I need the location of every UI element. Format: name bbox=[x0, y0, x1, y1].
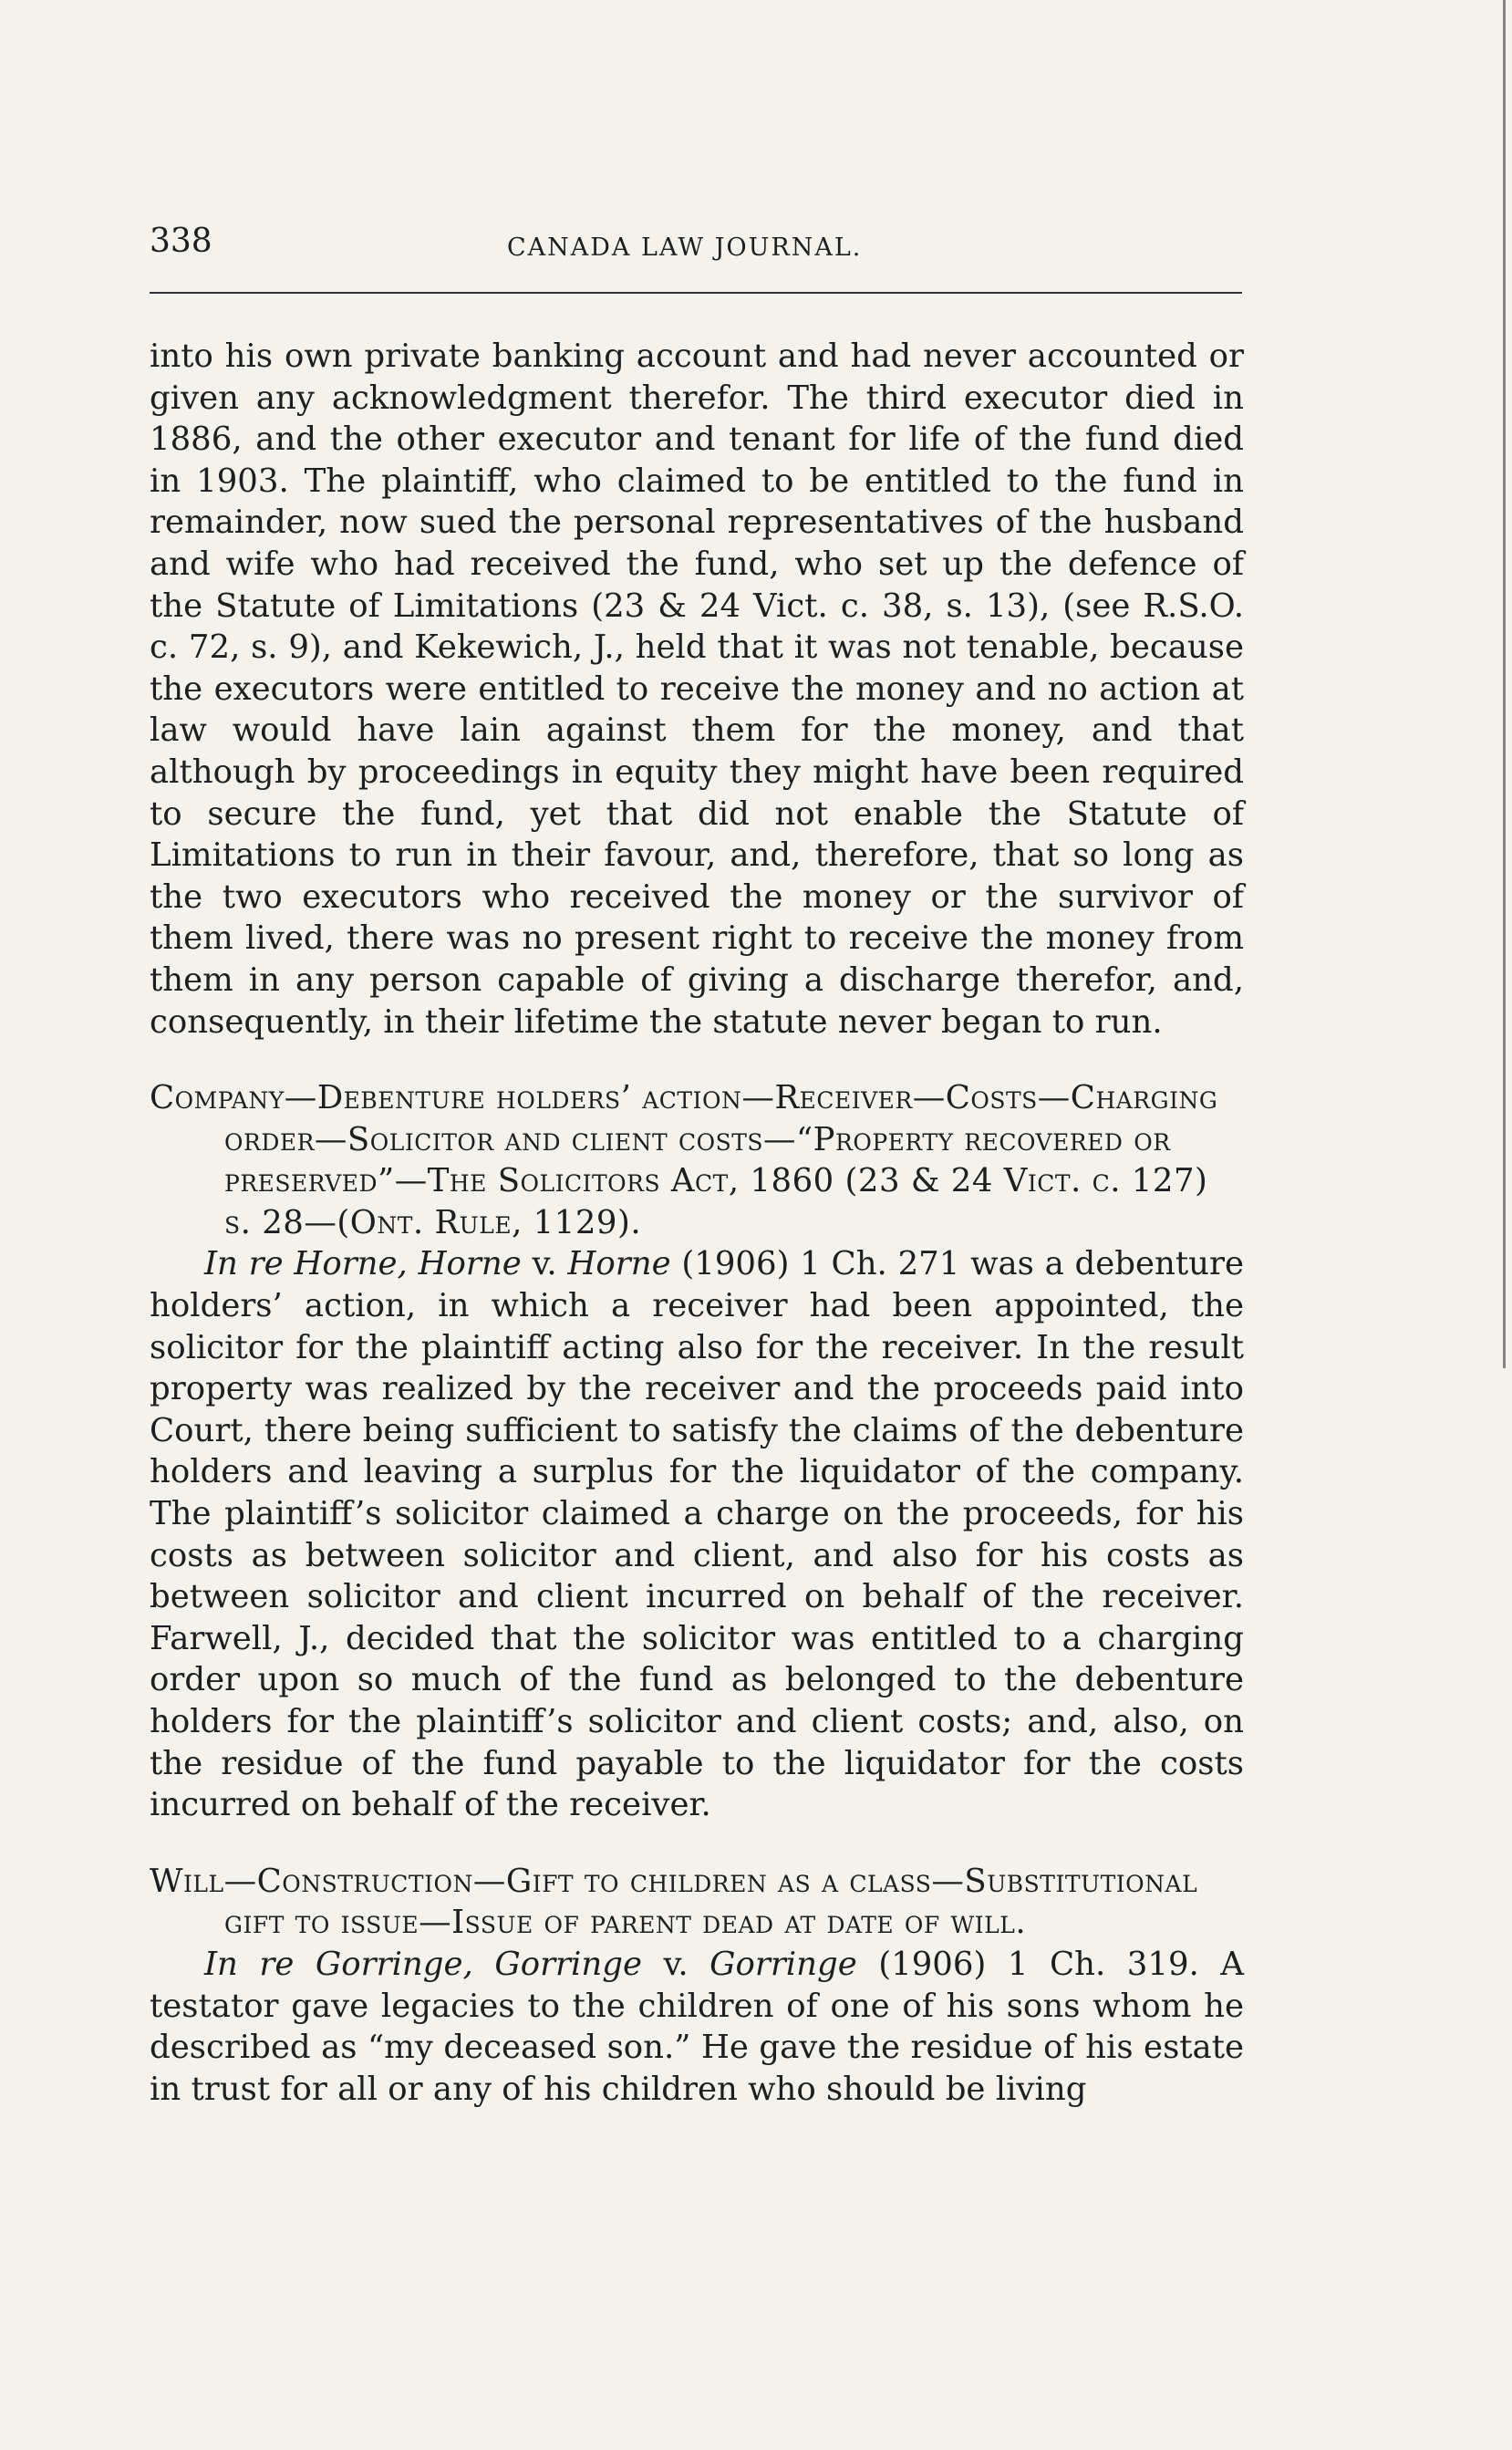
case-paragraph-gorringe bbox=[150, 1944, 1244, 2110]
running-title: CANADA LAW JOURNAL. bbox=[507, 234, 863, 262]
continued-paragraph: into his own private banking account and had never accounted or given any acknowledgment therefor. The third executor died in 1886, and the other executor and tenant for life of the fund died in 1903. The plaintiff, who claimed to be entitled to the fund in remainder, now sued the personal representatives of the husband and wife who had received the fund, who set up the defence of the Statute of Limitations (23 & 24 Vict. c. 38, s. 13), (see R.S.O. c. 72, s. 9), and Kekewich, J., held that it was not tenable, because the executors were entitled to receive the money and no action at law would have lain against them for the money, and that although by proceedings in equity they might have been required to secure the fund, yet that did not enable the Statute of Limitations to run in their favour, and, therefore, that so long as the two executors who received the money or the survivor of them lived, there was no present right to receive the money from them in any person capable of giving a discharge therefor, and, consequently, in their lifetime the statute never began to run. bbox=[150, 337, 1244, 1041]
page-edge bbox=[1503, 0, 1506, 1368]
case-versus: v. bbox=[521, 1245, 568, 1283]
case-versus: v. bbox=[641, 1945, 710, 1983]
page-header bbox=[150, 223, 1244, 277]
section-heading-will: Will—Construction—Gift to children as a class—Substitutional gift to issue—Issue of parent dead at date of will. bbox=[150, 1862, 1198, 1942]
case-name: In re Gorringe, Gorringe bbox=[204, 1945, 642, 1983]
page-number: 338 bbox=[150, 223, 212, 260]
case-name: In re Horne, Horne bbox=[204, 1245, 522, 1283]
section-heading-company: Company—Debenture holders’ action—Receiver—Costs—Charging order—Solicitor and client costs—“Property recovered or preserved”—The Solicitors Act, 1860 (23 & 24 Vict. c. 127) s. 28—(Ont. Rule, 1129). bbox=[150, 1079, 1218, 1241]
case-text: (1906) 1 Ch. 271 was a debenture holders’ action, in which a receiver had been appointed, the solicitor for the plaintiff acting also for the receiver. In the result property was realized by the receiver and the proceeds paid into Court, there being sufficient to satisfy the claims of the debenture holders and leaving a surplus for the liquidator of the company. The plaintiff’s solicitor claimed a charge on the proceeds, for his costs as between solicitor and client, and also for his costs as between solicitor and client incurred on behalf of the receiver. Farwell, J., decided that the solicitor was entitled to a charging order upon so much of the fund as belonged to the debenture holders for the plaintiff’s solicitor and client costs; and, also, on the residue of the fund payable to the liquidator for the costs incurred on behalf of the receiver. bbox=[150, 1245, 1244, 1824]
case-paragraph-horne bbox=[150, 1243, 1244, 1825]
case-name-second: Gorringe bbox=[709, 1945, 857, 1983]
header-rule bbox=[150, 292, 1242, 294]
page-body bbox=[150, 336, 1244, 2110]
case-name-second: Horne bbox=[567, 1245, 671, 1283]
case-text: (1906) 1 Ch. 319. A testator gave legacies to the children of one of his sons whom he described as “my deceased son.” He gave the residue of his estate in trust for all or any of his children who should be living bbox=[150, 1945, 1244, 2108]
